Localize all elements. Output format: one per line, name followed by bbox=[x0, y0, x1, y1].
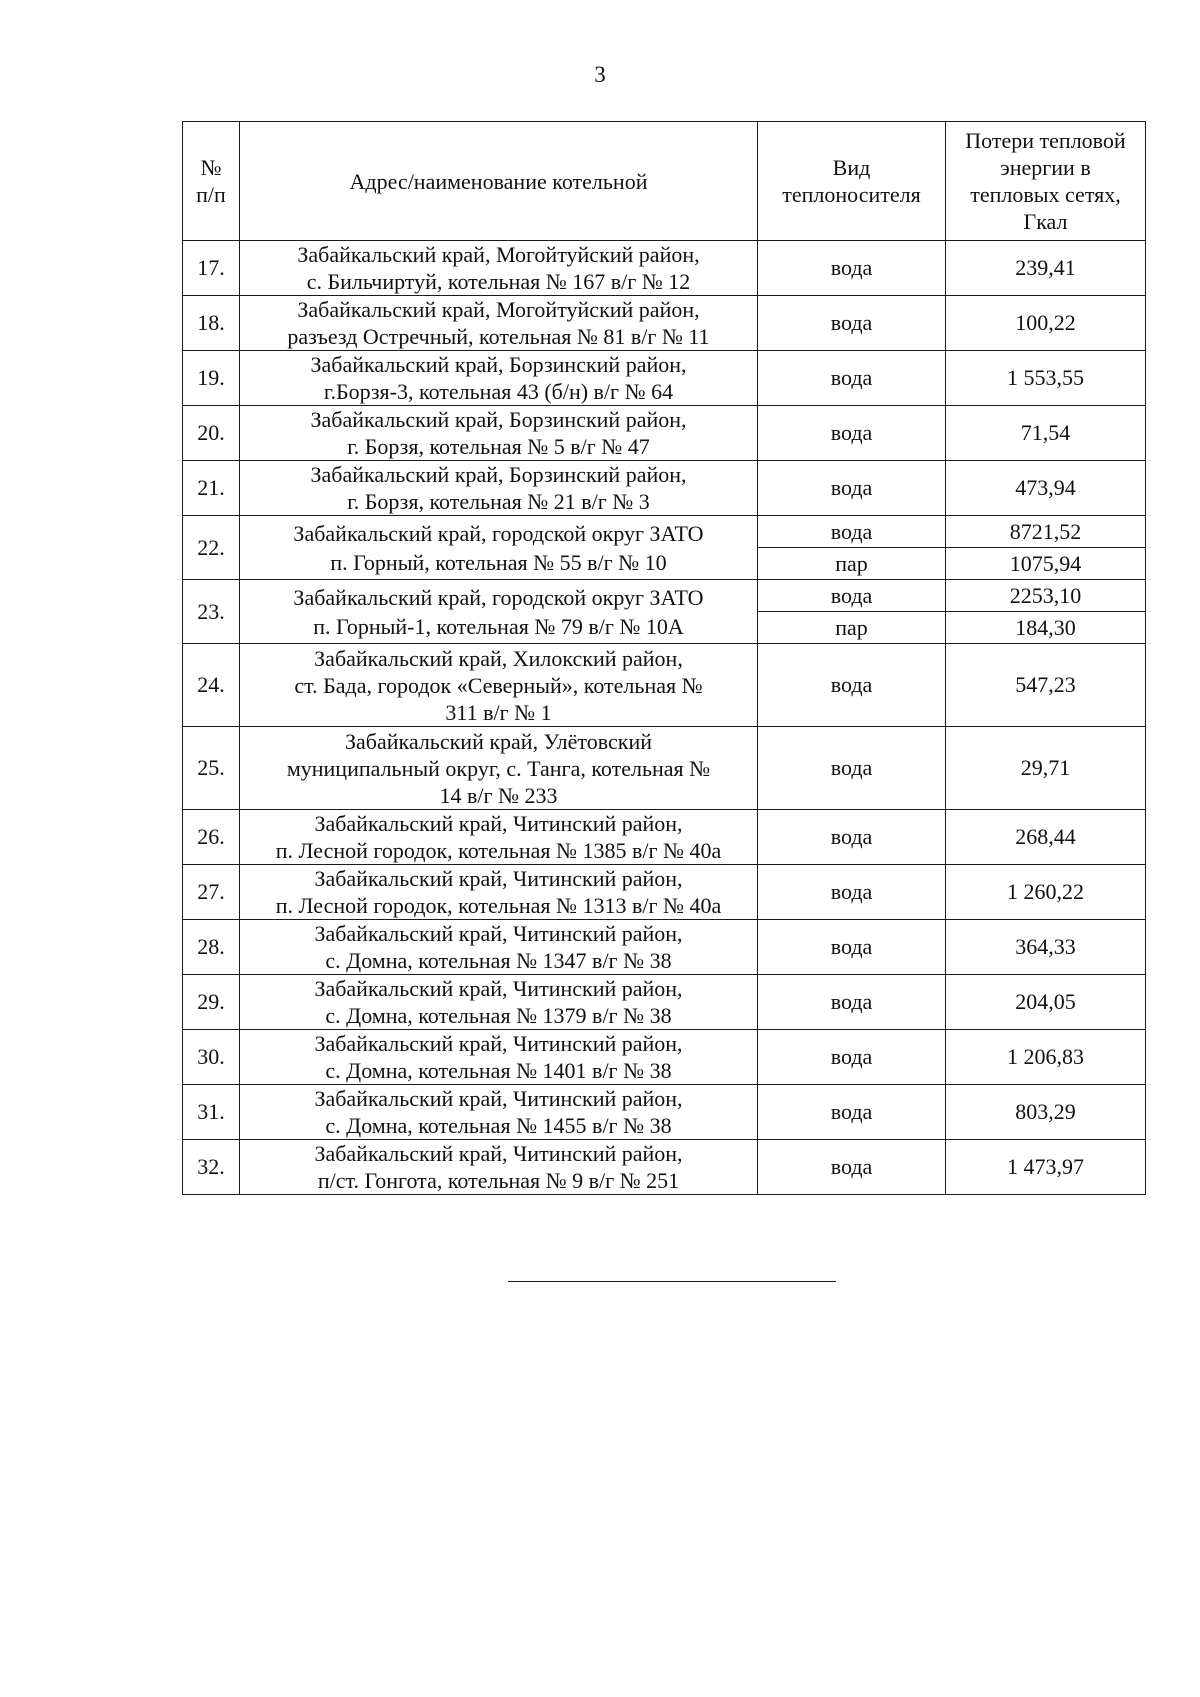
address-line: г.Борзя-3, котельная 43 (б/н) в/г № 64 bbox=[323, 379, 674, 404]
row-carrier: вода bbox=[758, 351, 946, 406]
row-carrier: вода bbox=[758, 727, 946, 810]
row-number: 22. bbox=[183, 516, 240, 580]
row-carrier: вода bbox=[758, 406, 946, 461]
row-number: 21. bbox=[183, 461, 240, 516]
row-loss: 1 473,97 bbox=[946, 1140, 1146, 1195]
row-address bbox=[240, 241, 758, 296]
address-line: Забайкальский край, Могойтуйский район, bbox=[297, 242, 700, 267]
address-line: г. Борзя, котельная № 5 в/г № 47 bbox=[347, 434, 650, 459]
address-line: Забайкальский край, Борзинский район, bbox=[310, 352, 687, 377]
table-row bbox=[183, 727, 1146, 810]
address-line: с. Домна, котельная № 1455 в/г № 38 bbox=[325, 1113, 672, 1138]
address-line: п. Лесной городок, котельная № 1385 в/г № 40а bbox=[275, 838, 722, 863]
row-loss: 547,23 bbox=[946, 644, 1146, 727]
address-line: разъезд Остречный, котельная № 81 в/г № 11 bbox=[287, 324, 710, 349]
table-row bbox=[183, 920, 1146, 975]
address-line: Забайкальский край, Могойтуйский район, bbox=[297, 297, 700, 322]
row-address bbox=[240, 296, 758, 351]
address-line: Забайкальский край, Читинский район, bbox=[314, 811, 683, 836]
row-number: 29. bbox=[183, 975, 240, 1030]
address-line: Забайкальский край, Хилокский район, bbox=[314, 645, 683, 671]
row-address bbox=[240, 461, 758, 516]
row-address bbox=[240, 644, 758, 727]
address-line: п. Горный-1, котельная № 79 в/г № 10А bbox=[313, 613, 684, 639]
row-address bbox=[240, 810, 758, 865]
address-line: п. Лесной городок, котельная № 1313 в/г № 40а bbox=[275, 893, 722, 918]
address-line: Забайкальский край, Читинский район, bbox=[314, 921, 683, 946]
address-line: Забайкальский край, Читинский район, bbox=[314, 1141, 683, 1166]
row-number: 23. bbox=[183, 580, 240, 644]
row-number: 31. bbox=[183, 1085, 240, 1140]
address-line: п/ст. Гонгота, котельная № 9 в/г № 251 bbox=[317, 1168, 680, 1193]
page-number: 3 bbox=[594, 62, 606, 87]
address-line: с. Домна, котельная № 1379 в/г № 38 bbox=[325, 1003, 672, 1028]
row-number: 24. bbox=[183, 644, 240, 727]
row-loss: 2253,10 bbox=[946, 580, 1146, 612]
table-row bbox=[183, 1085, 1146, 1140]
table-row bbox=[183, 461, 1146, 516]
row-loss: 1 553,55 bbox=[946, 351, 1146, 406]
row-number: 25. bbox=[183, 727, 240, 810]
row-address bbox=[240, 580, 758, 644]
header-losses-line: энергии в bbox=[1000, 155, 1091, 180]
row-carrier: вода bbox=[758, 241, 946, 296]
table-row bbox=[183, 406, 1146, 461]
row-carrier: вода bbox=[758, 865, 946, 920]
row-address bbox=[240, 1140, 758, 1195]
row-number: 28. bbox=[183, 920, 240, 975]
row-loss: 29,71 bbox=[946, 727, 1146, 810]
header-number bbox=[183, 122, 240, 241]
address-line: Забайкальский край, Читинский район, bbox=[314, 1086, 683, 1111]
row-carrier: вода bbox=[758, 644, 946, 727]
address-line: муниципальный округ, с. Танга, котельная № bbox=[286, 755, 711, 781]
table-row bbox=[183, 865, 1146, 920]
address-line: с. Домна, котельная № 1401 в/г № 38 bbox=[325, 1058, 672, 1083]
row-number: 19. bbox=[183, 351, 240, 406]
table-row bbox=[183, 1030, 1146, 1085]
row-carrier: вода bbox=[758, 1085, 946, 1140]
address-line: 14 в/г № 233 bbox=[439, 782, 558, 808]
row-loss: 204,05 bbox=[946, 975, 1146, 1030]
header-address: Адрес/наименование котельной bbox=[240, 122, 758, 241]
row-carrier: пар bbox=[758, 612, 946, 644]
row-loss: 1 260,22 bbox=[946, 865, 1146, 920]
address-line: Забайкальский край, Борзинский район, bbox=[310, 407, 687, 432]
row-carrier: вода bbox=[758, 975, 946, 1030]
row-address bbox=[240, 1030, 758, 1085]
row-carrier: вода bbox=[758, 516, 946, 548]
row-carrier: вода bbox=[758, 461, 946, 516]
row-loss: 1075,94 bbox=[946, 548, 1146, 580]
table-header-row bbox=[183, 122, 1146, 241]
table-row bbox=[183, 296, 1146, 351]
row-loss: 268,44 bbox=[946, 810, 1146, 865]
table-row bbox=[183, 810, 1146, 865]
address-line: Забайкальский край, Читинский район, bbox=[314, 976, 683, 1001]
header-carrier bbox=[758, 122, 946, 241]
table-row bbox=[183, 580, 1146, 612]
row-carrier: вода bbox=[758, 296, 946, 351]
row-number: 27. bbox=[183, 865, 240, 920]
header-losses bbox=[946, 122, 1146, 241]
address-line: Забайкальский край, городской округ ЗАТО bbox=[293, 520, 704, 546]
row-loss: 184,30 bbox=[946, 612, 1146, 644]
row-number: 20. bbox=[183, 406, 240, 461]
address-line: Забайкальский край, Читинский район, bbox=[314, 1031, 683, 1056]
row-loss: 1 206,83 bbox=[946, 1030, 1146, 1085]
row-address bbox=[240, 351, 758, 406]
row-loss: 364,33 bbox=[946, 920, 1146, 975]
address-line: ст. Бада, городок «Северный», котельная № bbox=[294, 672, 703, 698]
row-loss: 803,29 bbox=[946, 1085, 1146, 1140]
row-number: 30. bbox=[183, 1030, 240, 1085]
row-number: 18. bbox=[183, 296, 240, 351]
address-line: с. Бильчиртуй, котельная № 167 в/г № 12 bbox=[306, 269, 691, 294]
address-line: Забайкальский край, Читинский район, bbox=[314, 866, 683, 891]
row-loss: 8721,52 bbox=[946, 516, 1146, 548]
row-address bbox=[240, 727, 758, 810]
header-number-line: п/п bbox=[196, 182, 226, 207]
row-carrier: пар bbox=[758, 548, 946, 580]
row-carrier: вода bbox=[758, 580, 946, 612]
address-line: г. Борзя, котельная № 21 в/г № 3 bbox=[347, 489, 650, 514]
row-address bbox=[240, 975, 758, 1030]
table-row bbox=[183, 1140, 1146, 1195]
header-losses-line: Потери тепловой bbox=[965, 128, 1126, 153]
address-line: Забайкальский край, Улётовский bbox=[345, 728, 652, 754]
address-line: 311 в/г № 1 bbox=[445, 699, 552, 725]
row-loss: 473,94 bbox=[946, 461, 1146, 516]
row-number: 17. bbox=[183, 241, 240, 296]
row-carrier: вода bbox=[758, 920, 946, 975]
table-body bbox=[183, 241, 1146, 1195]
table-row bbox=[183, 975, 1146, 1030]
row-address bbox=[240, 865, 758, 920]
row-number: 32. bbox=[183, 1140, 240, 1195]
header-carrier-line: Вид bbox=[832, 155, 871, 180]
table-row bbox=[183, 516, 1146, 548]
table-row bbox=[183, 351, 1146, 406]
table-row bbox=[183, 644, 1146, 727]
row-carrier: вода bbox=[758, 810, 946, 865]
header-losses-line: Гкал bbox=[1023, 209, 1068, 234]
row-address bbox=[240, 920, 758, 975]
row-loss: 100,22 bbox=[946, 296, 1146, 351]
address-line: Забайкальский край, Борзинский район, bbox=[310, 462, 687, 487]
address-line: с. Домна, котельная № 1347 в/г № 38 bbox=[325, 948, 672, 973]
row-number: 26. bbox=[183, 810, 240, 865]
end-separator-line bbox=[508, 1281, 836, 1282]
address-line: Забайкальский край, городской округ ЗАТО bbox=[293, 584, 704, 610]
row-address bbox=[240, 1085, 758, 1140]
address-line: п. Горный, котельная № 55 в/г № 10 bbox=[330, 549, 667, 575]
header-losses-line: тепловых сетях, bbox=[970, 182, 1121, 207]
row-address bbox=[240, 406, 758, 461]
row-carrier: вода bbox=[758, 1030, 946, 1085]
row-carrier: вода bbox=[758, 1140, 946, 1195]
row-loss: 71,54 bbox=[946, 406, 1146, 461]
header-number-line: № bbox=[200, 155, 222, 180]
row-address bbox=[240, 516, 758, 580]
header-carrier-line: теплоносителя bbox=[782, 182, 921, 207]
boiler-heat-loss-table bbox=[182, 121, 1146, 1195]
row-loss: 239,41 bbox=[946, 241, 1146, 296]
table-row bbox=[183, 241, 1146, 296]
